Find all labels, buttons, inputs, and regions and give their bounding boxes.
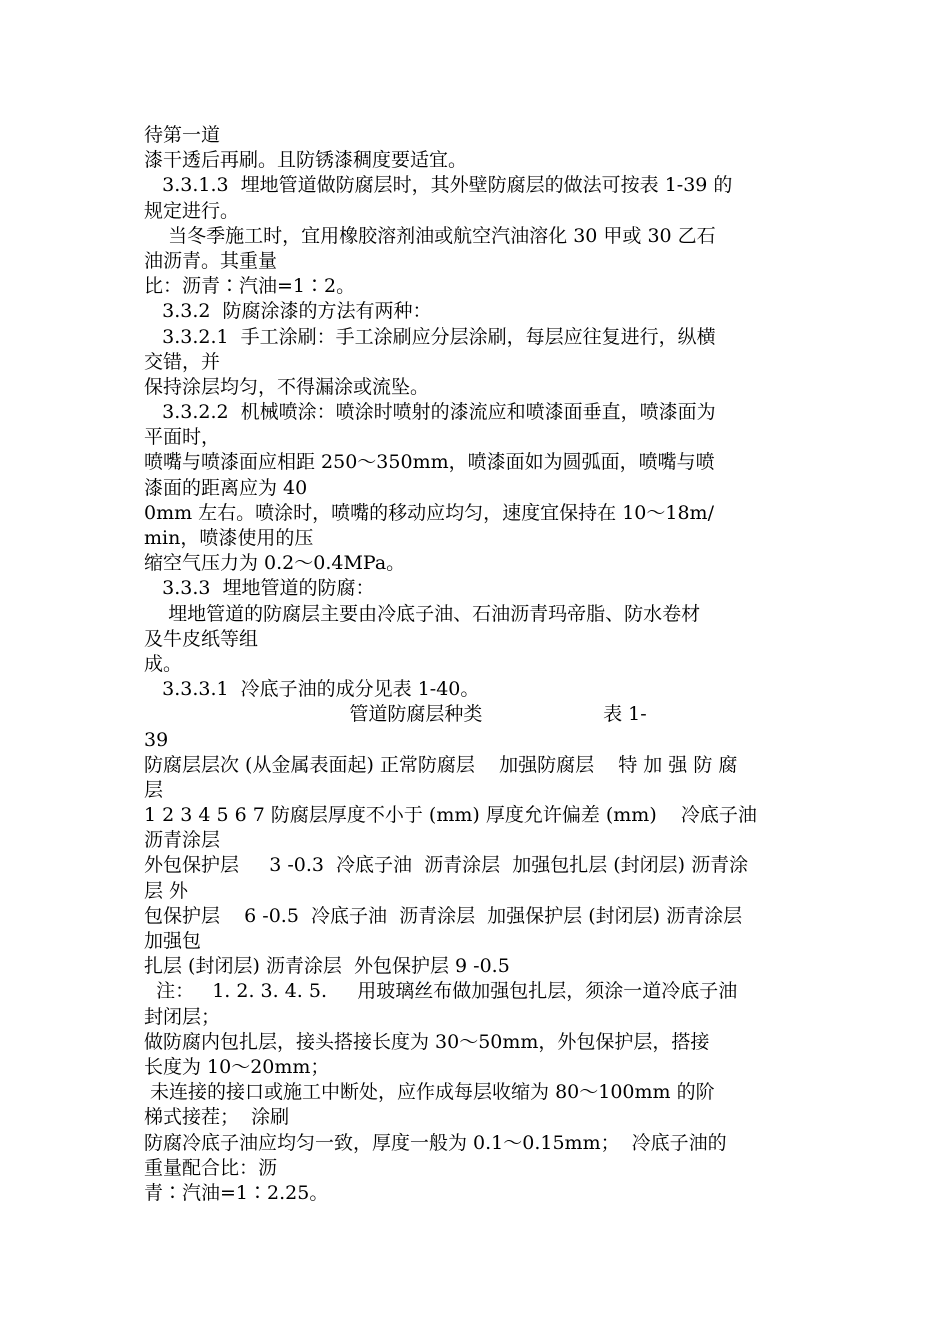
table-text-line: 层: [144, 778, 164, 801]
text-line: 缩空气压力为 0.2～0.4MPa。: [144, 552, 406, 575]
text-line: 3.3.2.2 机械喷涂：喷涂时喷射的漆流应和喷漆面垂直，喷漆面为: [144, 401, 716, 424]
text-line: 油沥青。其重量: [144, 249, 278, 272]
table-text-line: 外包保护层 3 -0.3 冷底子油 沥青涂层 加强包扎层 (封闭层) 沥青涂: [144, 854, 749, 877]
note-line: 防腐冷底子油应均匀一致，厚度一般为 0.1～0.15mm； 冷底子油的: [144, 1131, 727, 1154]
note-line: 封闭层；: [144, 1005, 221, 1028]
text-line: 保持涂层均匀，不得漏涂或流坠。: [144, 375, 430, 398]
text-line: 当冬季施工时，宜用橡胶溶剂油或航空汽油溶化 30 甲或 30 乙石: [144, 224, 716, 247]
table-text-line: 沥青涂层: [144, 829, 221, 852]
table-text-line: 扎层 (封闭层) 沥青涂层 外包保护层 9 -0.5: [144, 955, 510, 978]
note-line: 做防腐内包扎层，接头搭接长度为 30～50mm，外包保护层，搭接: [144, 1030, 710, 1053]
note-line: 长度为 10～20mm；: [144, 1055, 330, 1078]
text-line: 漆面的距离应为 40: [144, 476, 308, 499]
text-line: 3.3.2 防腐涂漆的方法有两种：: [144, 300, 432, 323]
note-line: 重量配合比：沥: [144, 1156, 278, 1179]
table-text-line: 包保护层 6 -0.5 冷底子油 沥青涂层 加强保护层 (封闭层) 沥青涂层: [144, 904, 743, 927]
text-line: 成。: [144, 652, 183, 675]
table-caption-number: 39: [144, 728, 169, 751]
note-line: 未连接的接口或施工中断处，应作成每层收缩为 80～100mm 的阶: [144, 1081, 715, 1104]
text-line: 3.3.1.3 埋地管道做防腐层时，其外壁防腐层的做法可按表 1-39 的: [144, 174, 733, 197]
note-line: 梯式接茬； 涂刷: [144, 1106, 290, 1129]
table-text-line: 1 2 3 4 5 6 7 防腐层厚度不小于 (mm) 厚度允许偏差 (mm) 冷底子油: [144, 804, 757, 827]
text-line: 及牛皮纸等组: [144, 627, 259, 650]
text-line: 待第一道: [144, 124, 221, 146]
text-line: 平面时，: [144, 426, 221, 449]
note-line: 注： 1. 2. 3. 4. 5. 用玻璃丝布做加强包扎层，须涂一道冷底子油: [144, 980, 738, 1003]
text-line: 3.3.2.1 手工涂刷：手工涂刷应分层涂刷，每层应往复进行，纵横: [144, 325, 716, 348]
body-text: [144, 123, 808, 1206]
table-caption: 管道防腐层种类 表 1-: [144, 703, 647, 726]
text-line: 比：沥青∶汽油=1∶2。: [144, 275, 356, 298]
text-line: 0mm 左右。喷涂时，喷嘴的移动应均匀，速度宜保持在 10～18m/: [144, 501, 714, 524]
text-line: 3.3.3.1 冷底子油的成分见表 1-40。: [144, 678, 480, 701]
text-line: 喷嘴与喷漆面应相距 250～350mm，喷漆面如为圆弧面，喷嘴与喷: [144, 451, 715, 474]
table-text-line: 加强包: [144, 930, 202, 952]
text-line: min，喷漆使用的压: [144, 527, 314, 549]
text-line: 漆干透后再刷。且防锈漆稠度要适宜。: [144, 149, 468, 172]
text-line: 规定进行。: [144, 199, 240, 222]
text-line: 3.3.3 埋地管道的防腐：: [144, 577, 375, 600]
table-text-line: 防腐层层次 (从金属表面起) 正常防腐层 加强防腐层 特 加 强 防 腐: [144, 753, 738, 776]
text-line: 交错，并: [144, 350, 221, 373]
table-text-line: 层 外: [144, 879, 189, 902]
note-line: 青∶汽油=1∶2.25。: [144, 1181, 329, 1204]
text-line: 埋地管道的防腐层主要由冷底子油、石油沥青玛帝脂、防水卷材: [144, 602, 701, 625]
